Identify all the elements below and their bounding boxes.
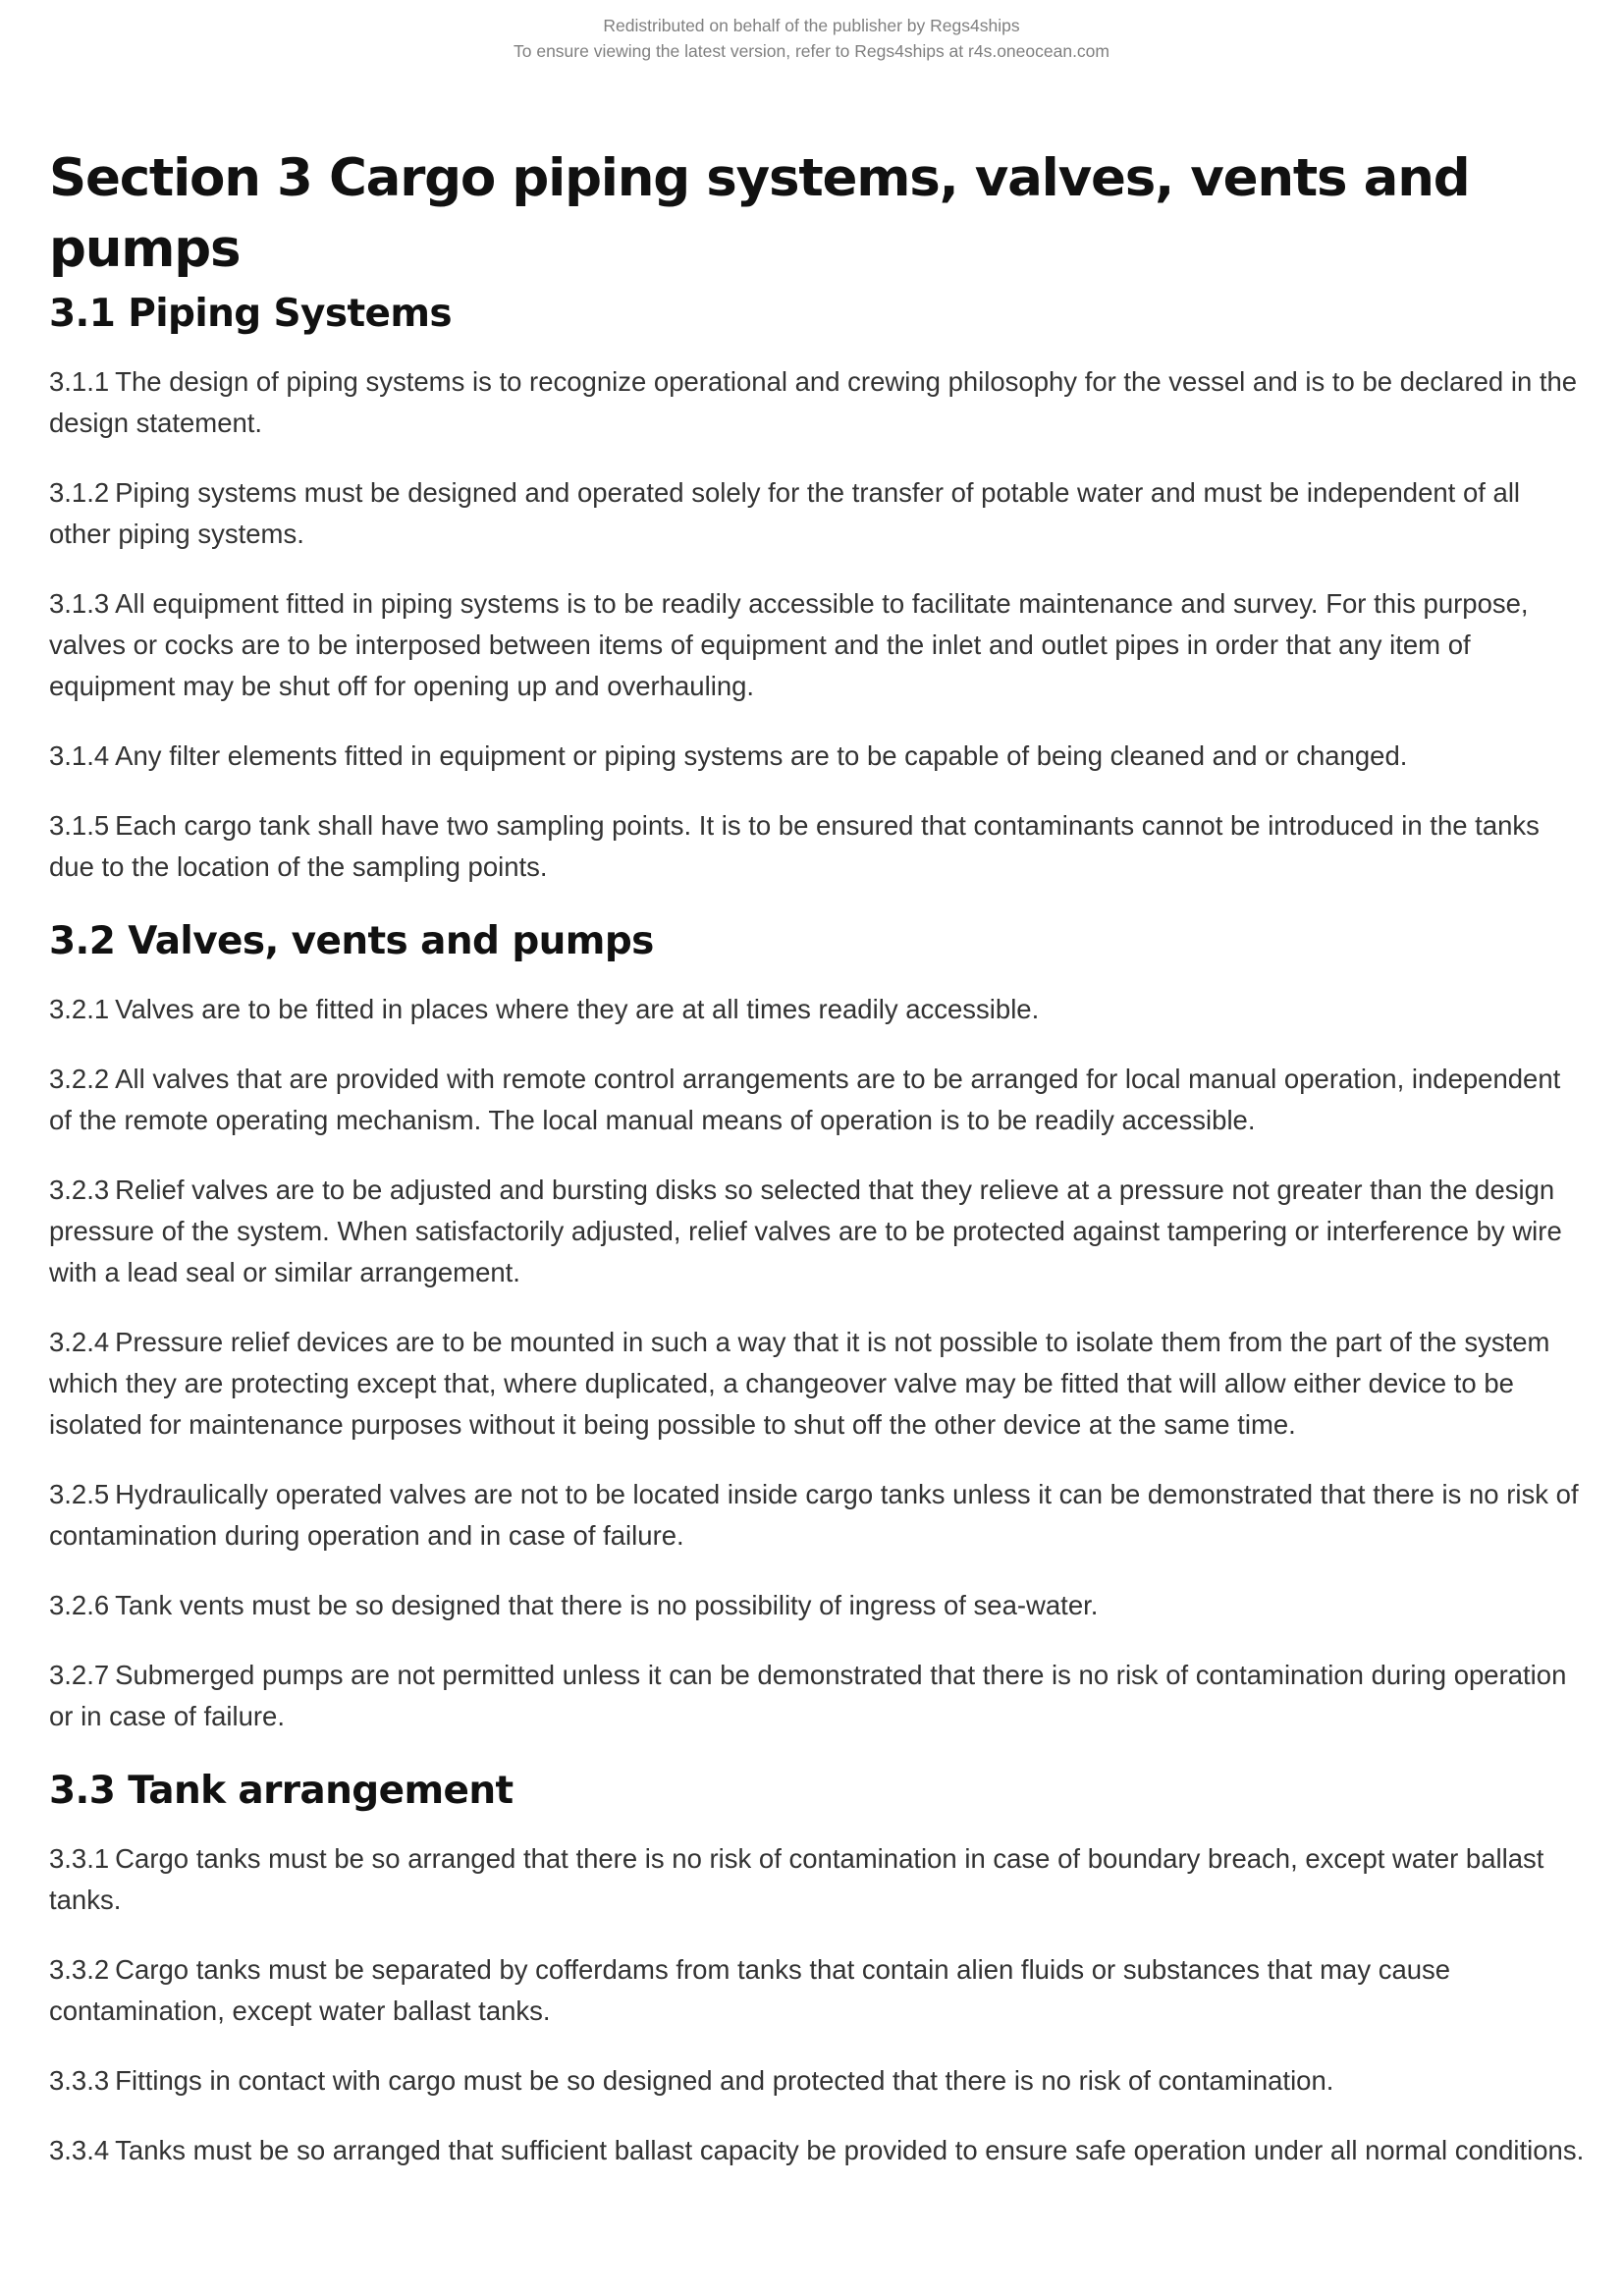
clause-text: Piping systems must be designed and operated solely for the transfer of potable water and must be independent of all other piping systems. <box>49 477 1521 549</box>
clause-text: Tanks must be so arranged that sufficient ballast capacity be provided to ensure safe operation under all normal conditions. <box>115 2135 1585 2165</box>
clause-text: Fittings in contact with cargo must be so designed and protected that there is no risk of contamination. <box>115 2065 1334 2096</box>
clause-3-2-2 <box>49 1059 1586 1141</box>
clause-number: 3.1.4 <box>49 740 110 771</box>
clause-3-1-5 <box>49 805 1586 888</box>
clause-3-2-6 <box>49 1585 1586 1626</box>
clause-3-2-3 <box>49 1170 1586 1293</box>
section-heading: 3.2 Valves, vents and pumps <box>49 919 654 963</box>
section-valves-vents-pumps <box>49 916 1586 1737</box>
section-piping-systems <box>49 289 1586 888</box>
clause-text: The design of piping systems is to recognize operational and crewing philosophy for the vessel and is to be declared in the design statement. <box>49 366 1578 438</box>
clause-text: Valves are to be fitted in places where they are at all times readily accessible. <box>115 994 1040 1024</box>
clause-number: 3.3.1 <box>49 1843 110 1874</box>
page-title: Section 3 Cargo piping systems, valves, vents and pumps <box>49 148 1470 279</box>
clause-number: 3.2.4 <box>49 1327 110 1357</box>
clause-text: Any filter elements fitted in equipment or piping systems are to be capable of being cleaned and or changed. <box>115 740 1408 771</box>
redistribution-notice <box>0 13 1623 64</box>
clause-number: 3.2.2 <box>49 1064 110 1094</box>
section-heading: 3.3 Tank arrangement <box>49 1769 514 1813</box>
clause-text: Each cargo tank shall have two sampling points. It is to be ensured that contaminants cannot be introduced in the tanks due to the location of the sampling points. <box>49 810 1540 882</box>
notice-line-latest-version: To ensure viewing the latest version, refer to Regs4ships at r4s.oneocean.com <box>514 41 1109 61</box>
clause-number: 3.3.2 <box>49 1954 110 1985</box>
clause-text: Hydraulically operated valves are not to be located inside cargo tanks unless it can be demonstrated that there is no risk of contamination during operation and in case of failure. <box>49 1479 1579 1551</box>
clause-text: Cargo tanks must be so arranged that there is no risk of contamination in case of boundary breach, except water ballast tanks. <box>49 1843 1544 1915</box>
clause-text: Submerged pumps are not permitted unless it can be demonstrated that there is no risk of contamination during operation or in case of failure. <box>49 1660 1567 1731</box>
clause-text: Pressure relief devices are to be mounted in such a way that it is not possible to isolate them from the part of the system which they are protecting except that, where duplicated, a changeover valve may be fitted that will allow either device to be isolated for maintenance purposes without it being possible to shut off the other device at the same time. <box>49 1327 1550 1440</box>
clause-number: 3.2.6 <box>49 1590 110 1620</box>
clause-number: 3.1.1 <box>49 366 110 397</box>
clause-number: 3.2.1 <box>49 994 110 1024</box>
clause-number: 3.2.5 <box>49 1479 110 1509</box>
clause-3-1-4 <box>49 736 1586 777</box>
clause-text: All equipment fitted in piping systems is to be readily accessible to facilitate maintenance and survey. For this purpose, valves or cocks are to be interposed between items of equipment and the inlet and outlet pipes in order that any item of equipment may be shut off for opening up and overhauling. <box>49 588 1529 701</box>
notice-line-publisher: Redistributed on behalf of the publisher by Regs4ships <box>603 16 1020 35</box>
document-body <box>49 143 1586 2200</box>
clause-text: Relief valves are to be adjusted and bursting disks so selected that they relieve at a pressure not greater than the design pressure of the system. When satisfactorily adjusted, relief valves are to be protected against tampering or interference by wire with a lead seal or similar arrangement. <box>49 1175 1562 1287</box>
clause-3-3-4 <box>49 2130 1586 2171</box>
clause-3-2-5 <box>49 1474 1586 1557</box>
clause-number: 3.1.3 <box>49 588 110 619</box>
clause-number: 3.1.2 <box>49 477 110 508</box>
clause-3-3-1 <box>49 1838 1586 1921</box>
clause-text: Tank vents must be so designed that there is no possibility of ingress of sea-water. <box>115 1590 1099 1620</box>
section-tank-arrangement <box>49 1766 1586 2171</box>
clause-text: All valves that are provided with remote control arrangements are to be arranged for local manual operation, independent of the remote operating mechanism. The local manual means of operation is to be readily accessible. <box>49 1064 1561 1135</box>
clause-3-1-1 <box>49 361 1586 444</box>
clause-number: 3.3.4 <box>49 2135 110 2165</box>
clause-3-2-7 <box>49 1655 1586 1737</box>
clause-3-1-2 <box>49 472 1586 555</box>
clause-3-2-1 <box>49 989 1586 1030</box>
clause-number: 3.1.5 <box>49 810 110 841</box>
clause-3-3-2 <box>49 1949 1586 2032</box>
clause-number: 3.2.7 <box>49 1660 110 1690</box>
clause-text: Cargo tanks must be separated by cofferdams from tanks that contain alien fluids or substances that may cause contamination, except water ballast tanks. <box>49 1954 1451 2026</box>
clause-3-3-3 <box>49 2060 1586 2102</box>
clause-number: 3.2.3 <box>49 1175 110 1205</box>
clause-3-1-3 <box>49 583 1586 707</box>
section-heading: 3.1 Piping Systems <box>49 292 453 336</box>
clause-number: 3.3.3 <box>49 2065 110 2096</box>
clause-3-2-4 <box>49 1322 1586 1446</box>
